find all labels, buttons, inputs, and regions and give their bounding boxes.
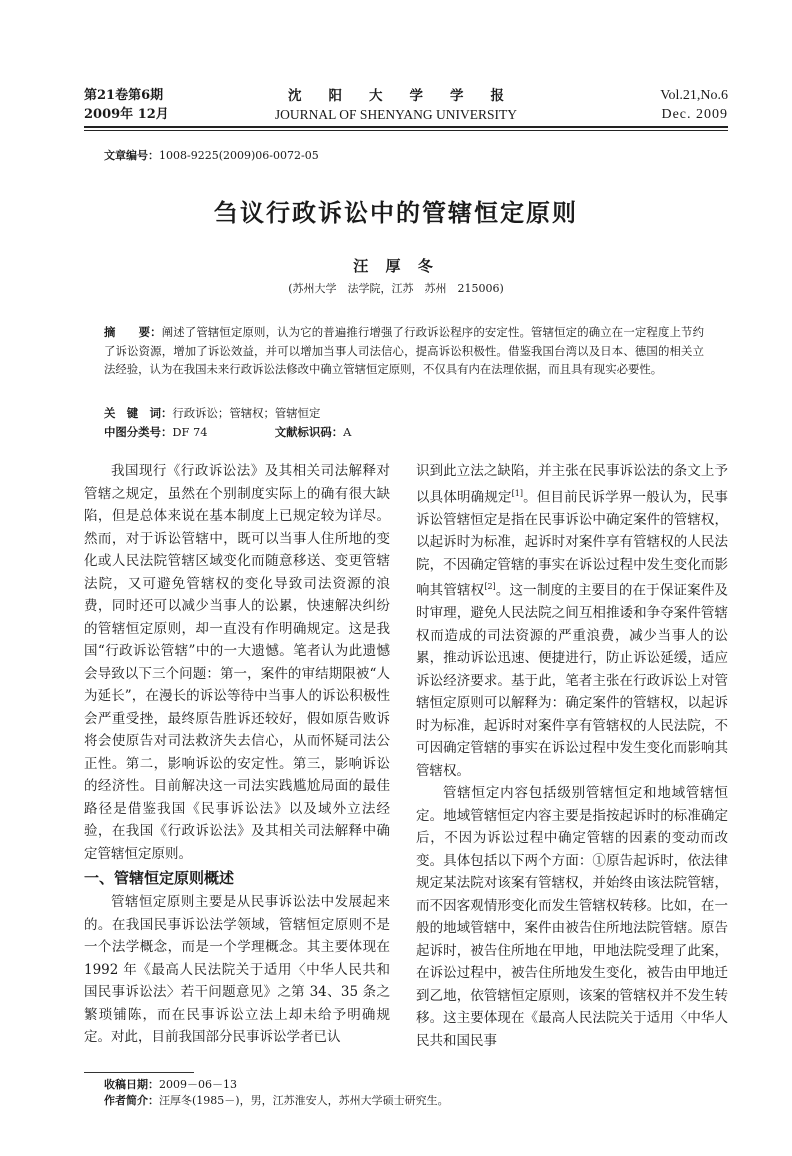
left-paragraph-1: 我国现行《行政诉讼法》及其相关司法解释对管辖之规定，虽然在个别制度实际上的确有很大缺陷，但是总体来说在基本制度上已规定较为详尽。然而，对于诉讼管辖中，既可以当事人住所地的变化或人民法院管辖区域变化而随意移送、变更管辖法院，又可避免管辖权的变化导致司法资源的浪费，同时还可以减少当事人的讼累，快速解决纠纷的管辖恒定原则，却一直没有作明确规定。这是我国“行政诉讼管辖”中的一大遗憾。笔者认为此遗憾会导致以下三个问题：第一，案件的审结期限被“人为延长”，在漫长的诉讼等待中当事人的诉讼积极性会严重受挫，最终原告胜诉还较好，假如原告败诉将会使原告对司法救济失去信心，从而怀疑司法公正性。第二，影响诉讼的安定性。第三，影响诉讼的经济性。目前解决这一司法实践尴尬局面的最佳路径是借鉴我国《民事诉讼法》以及域外立法经验，在我国《行政诉讼法》及其相关司法解释中确定管辖恒定原则。 <box>84 463 390 862</box>
clc-label: 中图分类号： <box>104 425 173 439</box>
citation-2: [2] <box>484 582 496 591</box>
journal-name-cn: 沈 阳 大 学 学 报 <box>288 88 504 103</box>
keywords <box>104 404 704 423</box>
author-bio <box>104 1093 449 1108</box>
keywords-value: 行政诉讼；管辖权；管辖恒定 <box>172 406 321 420</box>
article-number <box>104 149 319 163</box>
doc-code-label: 文献标识码： <box>274 425 344 439</box>
abstract-label: 摘 要： <box>104 325 162 339</box>
right-column <box>416 460 728 1052</box>
left-column <box>84 460 390 1049</box>
article-number-value: 1008-9225(2009)06-0072-05 <box>159 149 319 162</box>
bio-value: 汪厚冬(1985－)，男，江苏淮安人，苏州大学硕士研究生。 <box>159 1094 449 1107</box>
abstract <box>104 323 704 379</box>
right-paragraph-2: 管辖恒定内容包括级别管辖恒定和地域管辖恒定。地域管辖恒定内容主要是指按起诉时的标准确定后，不因为诉讼过程中确定管辖的因素的变动而改变。具体包括以下两个方面：①原告起诉时，依法律规定某法院对该案有管辖权，并始终由该法院管辖，而不因客观情形变化而发生管辖权转移。比如，在一般的地域管辖中，案件由被告住所地法院管辖。原告起诉时，被告住所地在甲地，甲地法院受理了此案，在诉讼过程中，被告住所地发生变化，被告由甲地迁到乙地，依管辖恒定原则，该案的管辖权并不发生转移。这主要体现在《最高人民法院关于适用〈中华人民共和国民事 <box>416 785 728 1049</box>
right-paragraph-1 <box>416 460 728 782</box>
clc-value: DF 74 <box>172 425 208 439</box>
doc-code-value: A <box>343 425 352 439</box>
page-title: 刍议行政诉讼中的管辖恒定原则 <box>214 199 578 227</box>
received-label: 收稿日期： <box>104 1078 159 1091</box>
journal-name-en: JOURNAL OF SHENYANG UNIVERSITY <box>274 107 518 122</box>
bio-label: 作者简介： <box>104 1094 159 1107</box>
abstract-text: 阐述了管辖恒定原则，认为它的普遍推行增强了行政诉讼程序的安定性。管辖恒定的确立在一定程度上节约了诉讼资源，增加了诉讼效益，并可以增加当事人司法信心，提高诉讼积极性。借鉴我国台湾以及日本、德国的相关立法经验，认为在我国未来行政诉讼法修改中确立管辖恒定原则，不仅具有内在法理依据，而且具有现实必要性。 <box>104 325 704 376</box>
author-name: 汪 厚 冬 <box>353 257 439 275</box>
received-date <box>104 1077 237 1092</box>
right-paragraph-1-b: 。但目前民诉学界一般认为，民事诉讼管辖恒定是指在民事诉讼中确定案件的管辖权，以起诉时为标准，起诉时对案件享有管辖权的人民法院，不因确定管辖的事实在诉讼过程中发生变化而影响其管辖权 <box>416 489 729 599</box>
author-affiliation: (苏州大学 法学院，江苏 苏州 215006) <box>288 282 504 295</box>
right-paragraph-1-c: 。这一制度的主要目的在于保证案件及时审理，避免人民法院之间互相推诿和争夺案件管辖权而造成的司法资源的严重浪费，减少当事人的讼累，推动诉讼迅速、便捷进行，防止诉讼延缓，适应诉讼经济要求。基于此，笔者主张在行政诉讼上对管辖恒定原则可以解释为：确定案件的管辖权，以起诉时为标准，起诉时对案件享有管辖权的人民法院，不可因确定管辖的事实在诉讼过程中发生变化而影响其管辖权。 <box>416 582 729 779</box>
issue-number: 第21卷第6期 <box>84 88 164 103</box>
issue-date: 2009年 12月 <box>84 107 169 122</box>
footnote-rule <box>84 1072 194 1073</box>
right-paragraph-1-a: 识到此立法之缺陷，并主张在民事诉讼法的条文上予以具体明确规定 <box>416 463 728 505</box>
left-paragraph-2: 管辖恒定原则主要是从民事诉讼法中发展起来的。在我国民事诉讼法学领域，管辖恒定原则不是一个法学概念，而是一个学理概念。其主要体现在 1992 年《最高人民法院关于适用〈中华人民共和国民事诉讼法〉若干问题意见》之第 34、35 条之繁琐铺陈，而在民事诉讼立法上却未给予明确规定。对此，目前我国部分民事诉讼学者已认 <box>84 894 390 1045</box>
volume-date: Dec. 2009 <box>661 107 728 122</box>
header-rule <box>84 126 728 128</box>
citation-1: [1] <box>511 488 524 498</box>
header-rule-thin <box>84 130 728 131</box>
section-heading-1: 一、管辖恒定原则概述 <box>84 869 235 887</box>
volume-number: Vol.21,No.6 <box>660 88 728 103</box>
received-value: 2009－06－13 <box>159 1078 237 1091</box>
article-number-label: 文章编号： <box>104 149 159 162</box>
keywords-label: 关 键 词： <box>104 406 173 420</box>
classification-line <box>104 423 704 442</box>
